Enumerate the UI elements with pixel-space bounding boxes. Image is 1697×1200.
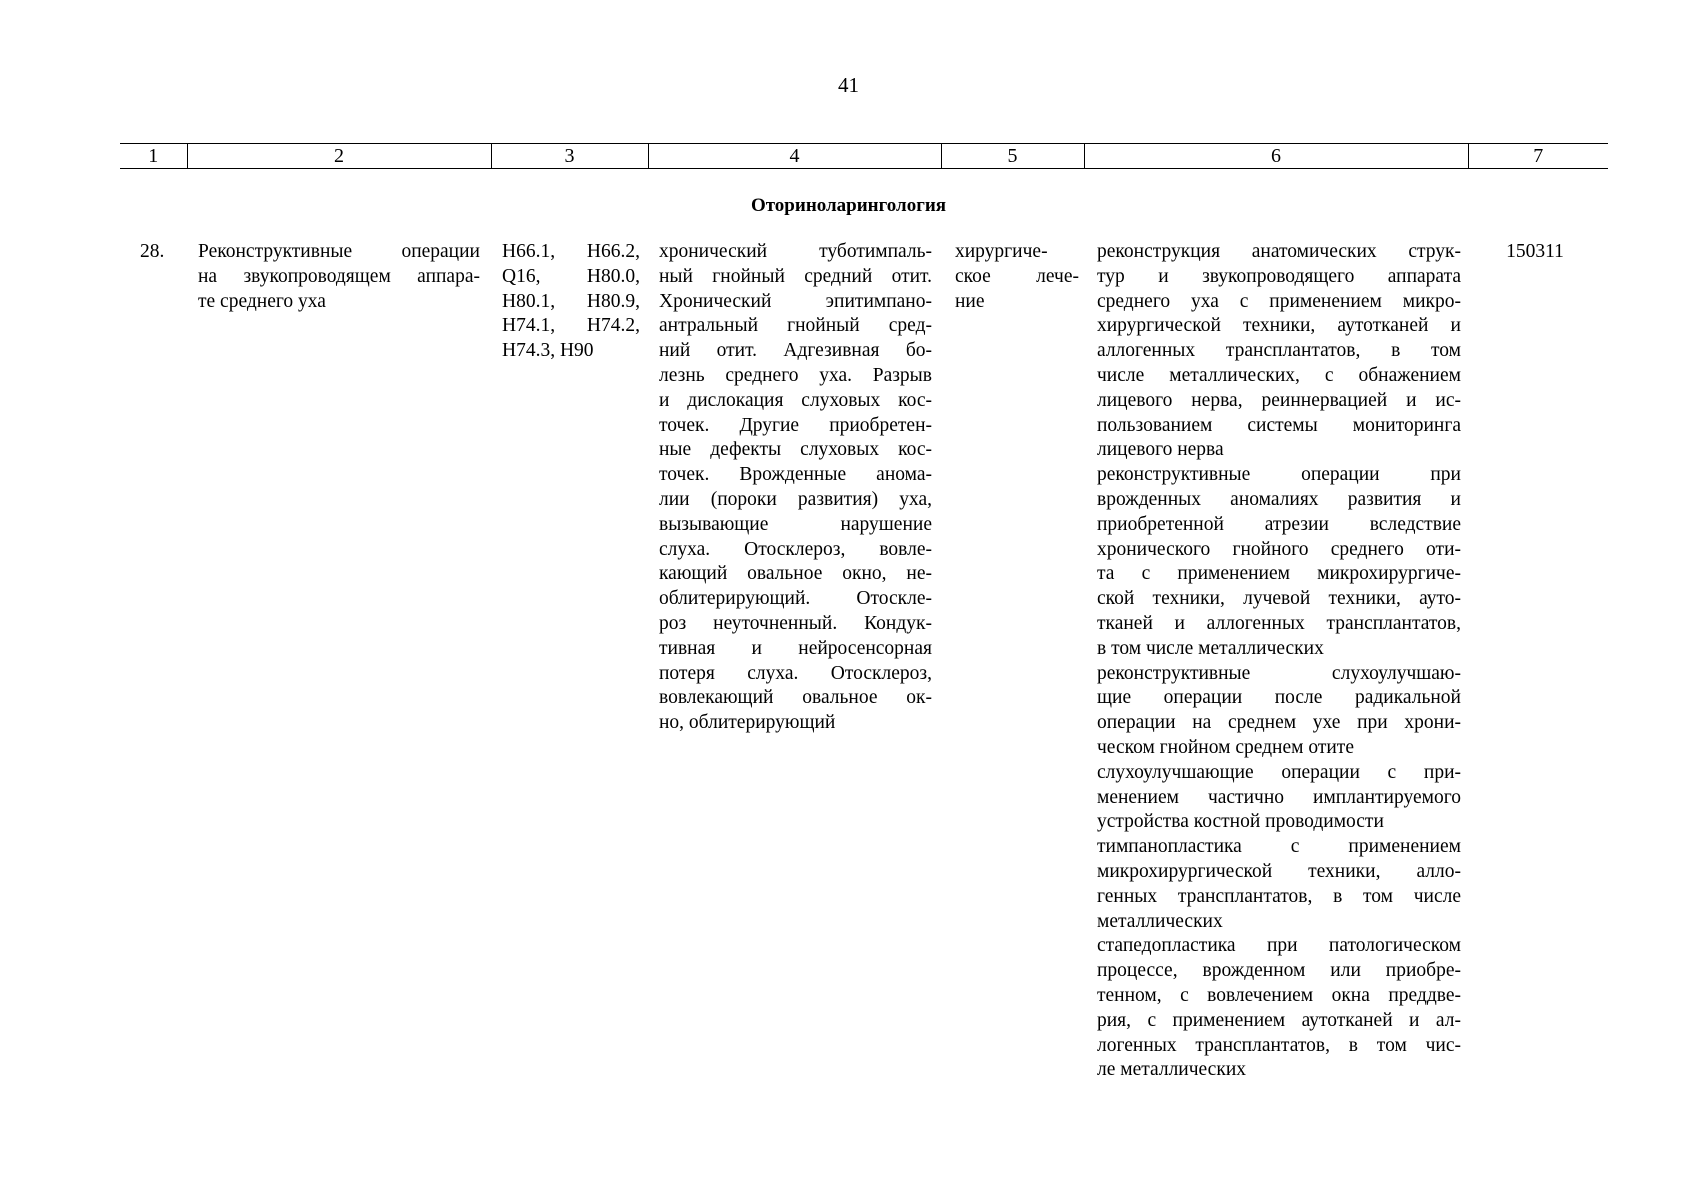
method-line: тканей и аллогенных трансплантатов, [1097,612,1461,634]
method-line: ческом гнойном среднем отите [1097,736,1354,758]
diagnosis-line: лии (пороки развития) уха, [659,488,932,510]
operation-name-line: на звукопроводящем аппара- [198,265,480,287]
method-line: генных трансплантатов, в том числе [1097,885,1461,907]
method-line: тур и звукопроводящего аппарата [1097,265,1461,287]
treatment-line: ние [955,290,985,312]
method-line: устройства костной проводимости [1097,811,1384,833]
method-line: в том числе металлических [1097,637,1324,659]
method-line: среднего уха с применением микро- [1097,290,1461,312]
method-item [1097,835,1461,934]
column-number-header [120,143,1608,169]
diagnosis-line: антральный гнойный сред- [659,315,932,337]
method-line: менением частично имплантируемого [1097,786,1461,808]
diagnosis-line: вызывающие нарушение [659,513,932,535]
method-line: приобретенной атрезии вследствие [1097,513,1461,535]
method-line: числе металлических, с обнажением [1097,364,1461,386]
method-line: хирургической техники, аутотканей и [1097,315,1461,337]
method-line: щие операции после радикальной [1097,687,1461,709]
diagnosis-line: Хронический эпитимпано- [659,290,932,312]
method-line: реконструктивные операции при [1097,464,1461,486]
header-row [120,144,1608,169]
method-line: микрохирургической техники, алло- [1097,860,1461,882]
method-line: слухоулучшающие операции с при- [1097,761,1461,783]
operation-name-line: Реконструктивные операции [198,241,480,262]
operation-name-line: те среднего уха [198,290,326,312]
column-number-1: 1 [120,144,187,169]
diagnosis-code-line: H80.1, H80.9, [502,290,640,312]
diagnosis-line: но, облитерирующий [659,712,836,734]
method-line: операции на среднем ухе при хрони- [1097,712,1461,734]
method-line: металлических [1097,910,1223,932]
method-line: пользованием системы мониторинга [1097,414,1461,436]
method-line: тенном, с вовлечением окна преддве- [1097,984,1461,1006]
column-number-4: 4 [648,144,941,169]
treatment-line: ское лече- [955,265,1079,287]
method-line: хронического гнойного среднего оти- [1097,538,1461,560]
operation-name [198,240,480,314]
method-item [1097,240,1461,463]
method-line: та с применением микрохирургиче- [1097,563,1461,585]
diagnosis-description [659,240,932,736]
method-item [1097,761,1461,835]
diagnosis-line: ные дефекты слуховых кос- [659,439,932,461]
method-item [1097,934,1461,1083]
row-number: 28. [140,241,165,262]
diagnosis-line: вовлекающий овальное ок- [659,687,932,709]
diagnosis-line: слуха. Отосклероз, вовле- [659,538,932,560]
diagnosis-line: облитерирующий. Отоскле- [659,588,932,610]
cost-value: 150311 [1506,241,1564,262]
diagnosis-code-line: Q16, H80.0, [502,265,640,287]
method-line: аллогенных трансплантатов, в том [1097,340,1461,362]
diagnosis-codes [502,240,640,364]
treatment-line: хирургиче- [955,241,1048,262]
column-number-6: 6 [1084,144,1468,169]
diagnosis-code-line: H66.1, H66.2, [502,241,640,262]
diagnosis-line: лезнь среднего уха. Разрыв [659,364,932,386]
method-item [1097,662,1461,761]
diagnosis-line: точек. Врожденные анома- [659,464,932,486]
method-line: лицевого нерва [1097,439,1224,461]
method-line: врожденных аномалиях развития и [1097,488,1461,510]
method-line: ле металлических [1097,1059,1247,1081]
method-line: рия, с применением аутотканей и ал- [1097,1009,1461,1031]
method-line: логенных трансплантатов, в том чис- [1097,1034,1461,1056]
diagnosis-line: потеря слуха. Отосклероз, [659,662,932,684]
method-line: реконструктивные слухоулучшаю- [1097,662,1461,684]
diagnosis-line: роз неуточненный. Кондук- [659,612,932,634]
method-line: тимпанопластика с применением [1097,836,1461,858]
method-line: реконструкция анатомических струк- [1097,241,1461,262]
diagnosis-code-line: H74.3, H90 [502,340,594,362]
diagnosis-line: точек. Другие приобретен- [659,414,932,436]
diagnosis-line: и дислокация слуховых кос- [659,389,932,411]
method-item [1097,463,1461,661]
diagnosis-line: ний отит. Адгезивная бо- [659,340,932,362]
page-number: 41 [838,73,859,97]
diagnosis-line: тивная и нейросенсорная [659,637,932,659]
column-number-5: 5 [941,144,1084,169]
diagnosis-line: ный гнойный средний отит. [659,265,932,287]
diagnosis-line: кающий овальное окно, не- [659,563,932,585]
column-number-3: 3 [491,144,648,169]
treatment-type [955,240,1079,314]
section-title: Оториноларингология [750,195,947,216]
column-number-7: 7 [1468,144,1608,169]
method-line: ской техники, лучевой техники, ауто- [1097,588,1461,610]
diagnosis-line: хронический туботимпаль- [659,241,932,262]
method-line: стапедопластика при патологическом [1097,935,1461,957]
method-line: лицевого нерва, реиннервацией и ис- [1097,389,1461,411]
treatment-methods [1097,240,1461,1083]
diagnosis-code-line: H74.1, H74.2, [502,315,640,337]
method-line: процессе, врожденном или приобре- [1097,960,1461,982]
column-number-2: 2 [187,144,491,169]
